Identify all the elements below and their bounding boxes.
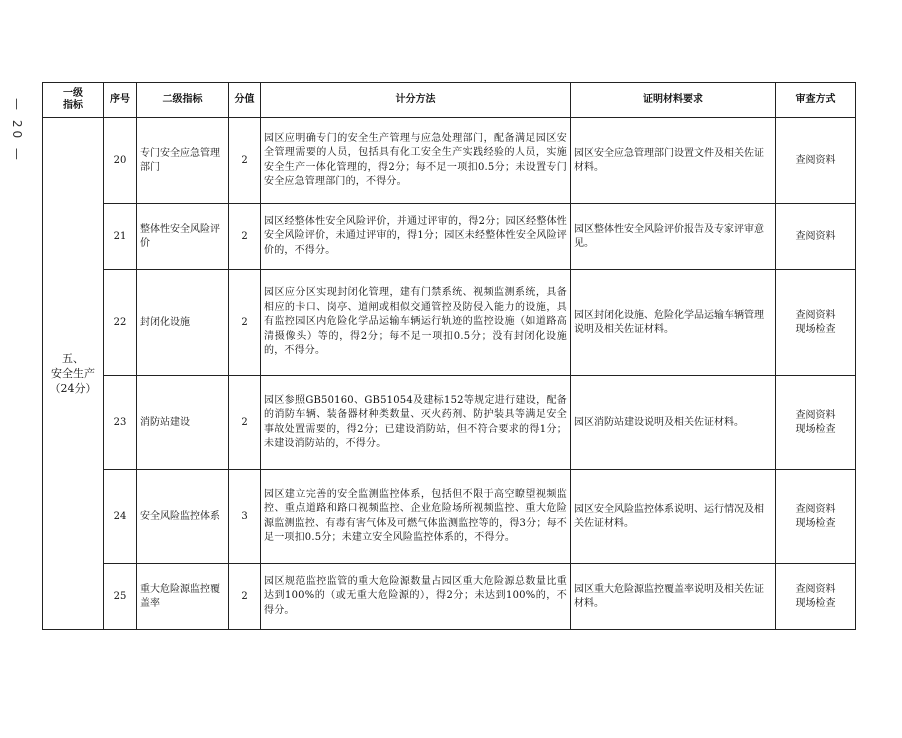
indicator-cell: 整体性安全风险评价 bbox=[137, 204, 229, 270]
method-cell: 园区应分区实现封闭化管理，建有门禁系统、视频监测系统，具备相应的卡口、岗亭、道闸或相似交通管控及防侵入能力的设施，具有监控园区内危险化学品运输车辆运行轨迹的监控设施（如道路高清摄像头）等的，得2分；每不足一项扣0.5分；没有封闭化设施的，不得分。 bbox=[261, 270, 571, 376]
review-cell: 查阅资料 现场检查 bbox=[776, 270, 856, 376]
header-score: 分值 bbox=[229, 83, 261, 118]
header-evidence: 证明材料要求 bbox=[571, 83, 776, 118]
score-cell: 2 bbox=[229, 270, 261, 376]
review-cell: 查阅资料 bbox=[776, 204, 856, 270]
table-row bbox=[43, 204, 856, 270]
method-cell: 园区经整体性安全风险评价，并通过评审的，得2分；园区经整体性安全风险评价，未通过评审的，得1分；园区未经整体性安全风险评价的，不得分。 bbox=[261, 204, 571, 270]
evidence-cell: 园区安全风险监控体系说明、运行情况及相关佐证材料。 bbox=[571, 470, 776, 564]
method-cell: 园区参照GB50160、GB51054及建标152等规定进行建设，配备的消防车辆、装备器材种类数量、灭火药剂、防护装具等满足安全事故处置需要的，得2分；已建设消防站，但不符合要求的得1分；未建设消防站的，不得分。 bbox=[261, 376, 571, 470]
evidence-cell: 园区重大危险源监控覆盖率说明及相关佐证材料。 bbox=[571, 564, 776, 630]
evidence-cell: 园区整体性安全风险评价报告及专家评审意见。 bbox=[571, 204, 776, 270]
review-cell: 查阅资料 现场检查 bbox=[776, 376, 856, 470]
indicator-cell: 消防站建设 bbox=[137, 376, 229, 470]
indicator-cell: 封闭化设施 bbox=[137, 270, 229, 376]
table-header-row bbox=[43, 83, 856, 118]
indicator-cell: 安全风险监控体系 bbox=[137, 470, 229, 564]
header-seq: 序号 bbox=[104, 83, 137, 118]
table-row bbox=[43, 564, 856, 630]
seq-cell: 23 bbox=[104, 376, 137, 470]
seq-cell: 22 bbox=[104, 270, 137, 376]
indicator-cell: 重大危险源监控覆盖率 bbox=[137, 564, 229, 630]
score-cell: 2 bbox=[229, 376, 261, 470]
review-cell: 查阅资料 现场检查 bbox=[776, 470, 856, 564]
header-review: 审查方式 bbox=[776, 83, 856, 118]
score-cell: 2 bbox=[229, 564, 261, 630]
method-cell: 园区规范监控监管的重大危险源数量占园区重大危险源总数量比重达到100%的（或无重大危险源的），得2分；未达到100%的，不得分。 bbox=[261, 564, 571, 630]
seq-cell: 25 bbox=[104, 564, 137, 630]
page-number: — 20 — bbox=[10, 98, 24, 163]
table-row bbox=[43, 118, 856, 204]
score-cell: 2 bbox=[229, 118, 261, 204]
header-method: 计分方法 bbox=[261, 83, 571, 118]
score-cell: 2 bbox=[229, 204, 261, 270]
evidence-cell: 园区封闭化设施、危险化学品运输车辆管理说明及相关佐证材料。 bbox=[571, 270, 776, 376]
evaluation-table bbox=[42, 82, 856, 630]
score-cell: 3 bbox=[229, 470, 261, 564]
category-cell: 五、 安全生产 （24分） bbox=[43, 118, 104, 630]
method-cell: 园区建立完善的安全监测监控体系，包括但不限于高空瞭望视频监控、重点道路和路口视频监控、企业危险场所视频监控、重大危险源监测监控、有毒有害气体及可燃气体监测监控等的，得3分；每不足一项扣0.5分；未建立安全风险监控体系的，不得分。 bbox=[261, 470, 571, 564]
evidence-cell: 园区消防站建设说明及相关佐证材料。 bbox=[571, 376, 776, 470]
seq-cell: 21 bbox=[104, 204, 137, 270]
seq-cell: 24 bbox=[104, 470, 137, 564]
method-cell: 园区应明确专门的安全生产管理与应急处理部门，配备满足园区安全管理需要的人员，包括具有化工安全生产实践经验的人员，实施安全生产一体化管理的，得2分；每不足一项扣0.5分；未设置专门安全应急管理部门的，不得分。 bbox=[261, 118, 571, 204]
seq-cell: 20 bbox=[104, 118, 137, 204]
table-row bbox=[43, 376, 856, 470]
table-row bbox=[43, 270, 856, 376]
review-cell: 查阅资料 现场检查 bbox=[776, 564, 856, 630]
indicator-cell: 专门安全应急管理部门 bbox=[137, 118, 229, 204]
table-row bbox=[43, 470, 856, 564]
review-cell: 查阅资料 bbox=[776, 118, 856, 204]
header-level1: 一级 指标 bbox=[43, 83, 104, 118]
header-level2: 二级指标 bbox=[137, 83, 229, 118]
evidence-cell: 园区安全应急管理部门设置文件及相关佐证材料。 bbox=[571, 118, 776, 204]
